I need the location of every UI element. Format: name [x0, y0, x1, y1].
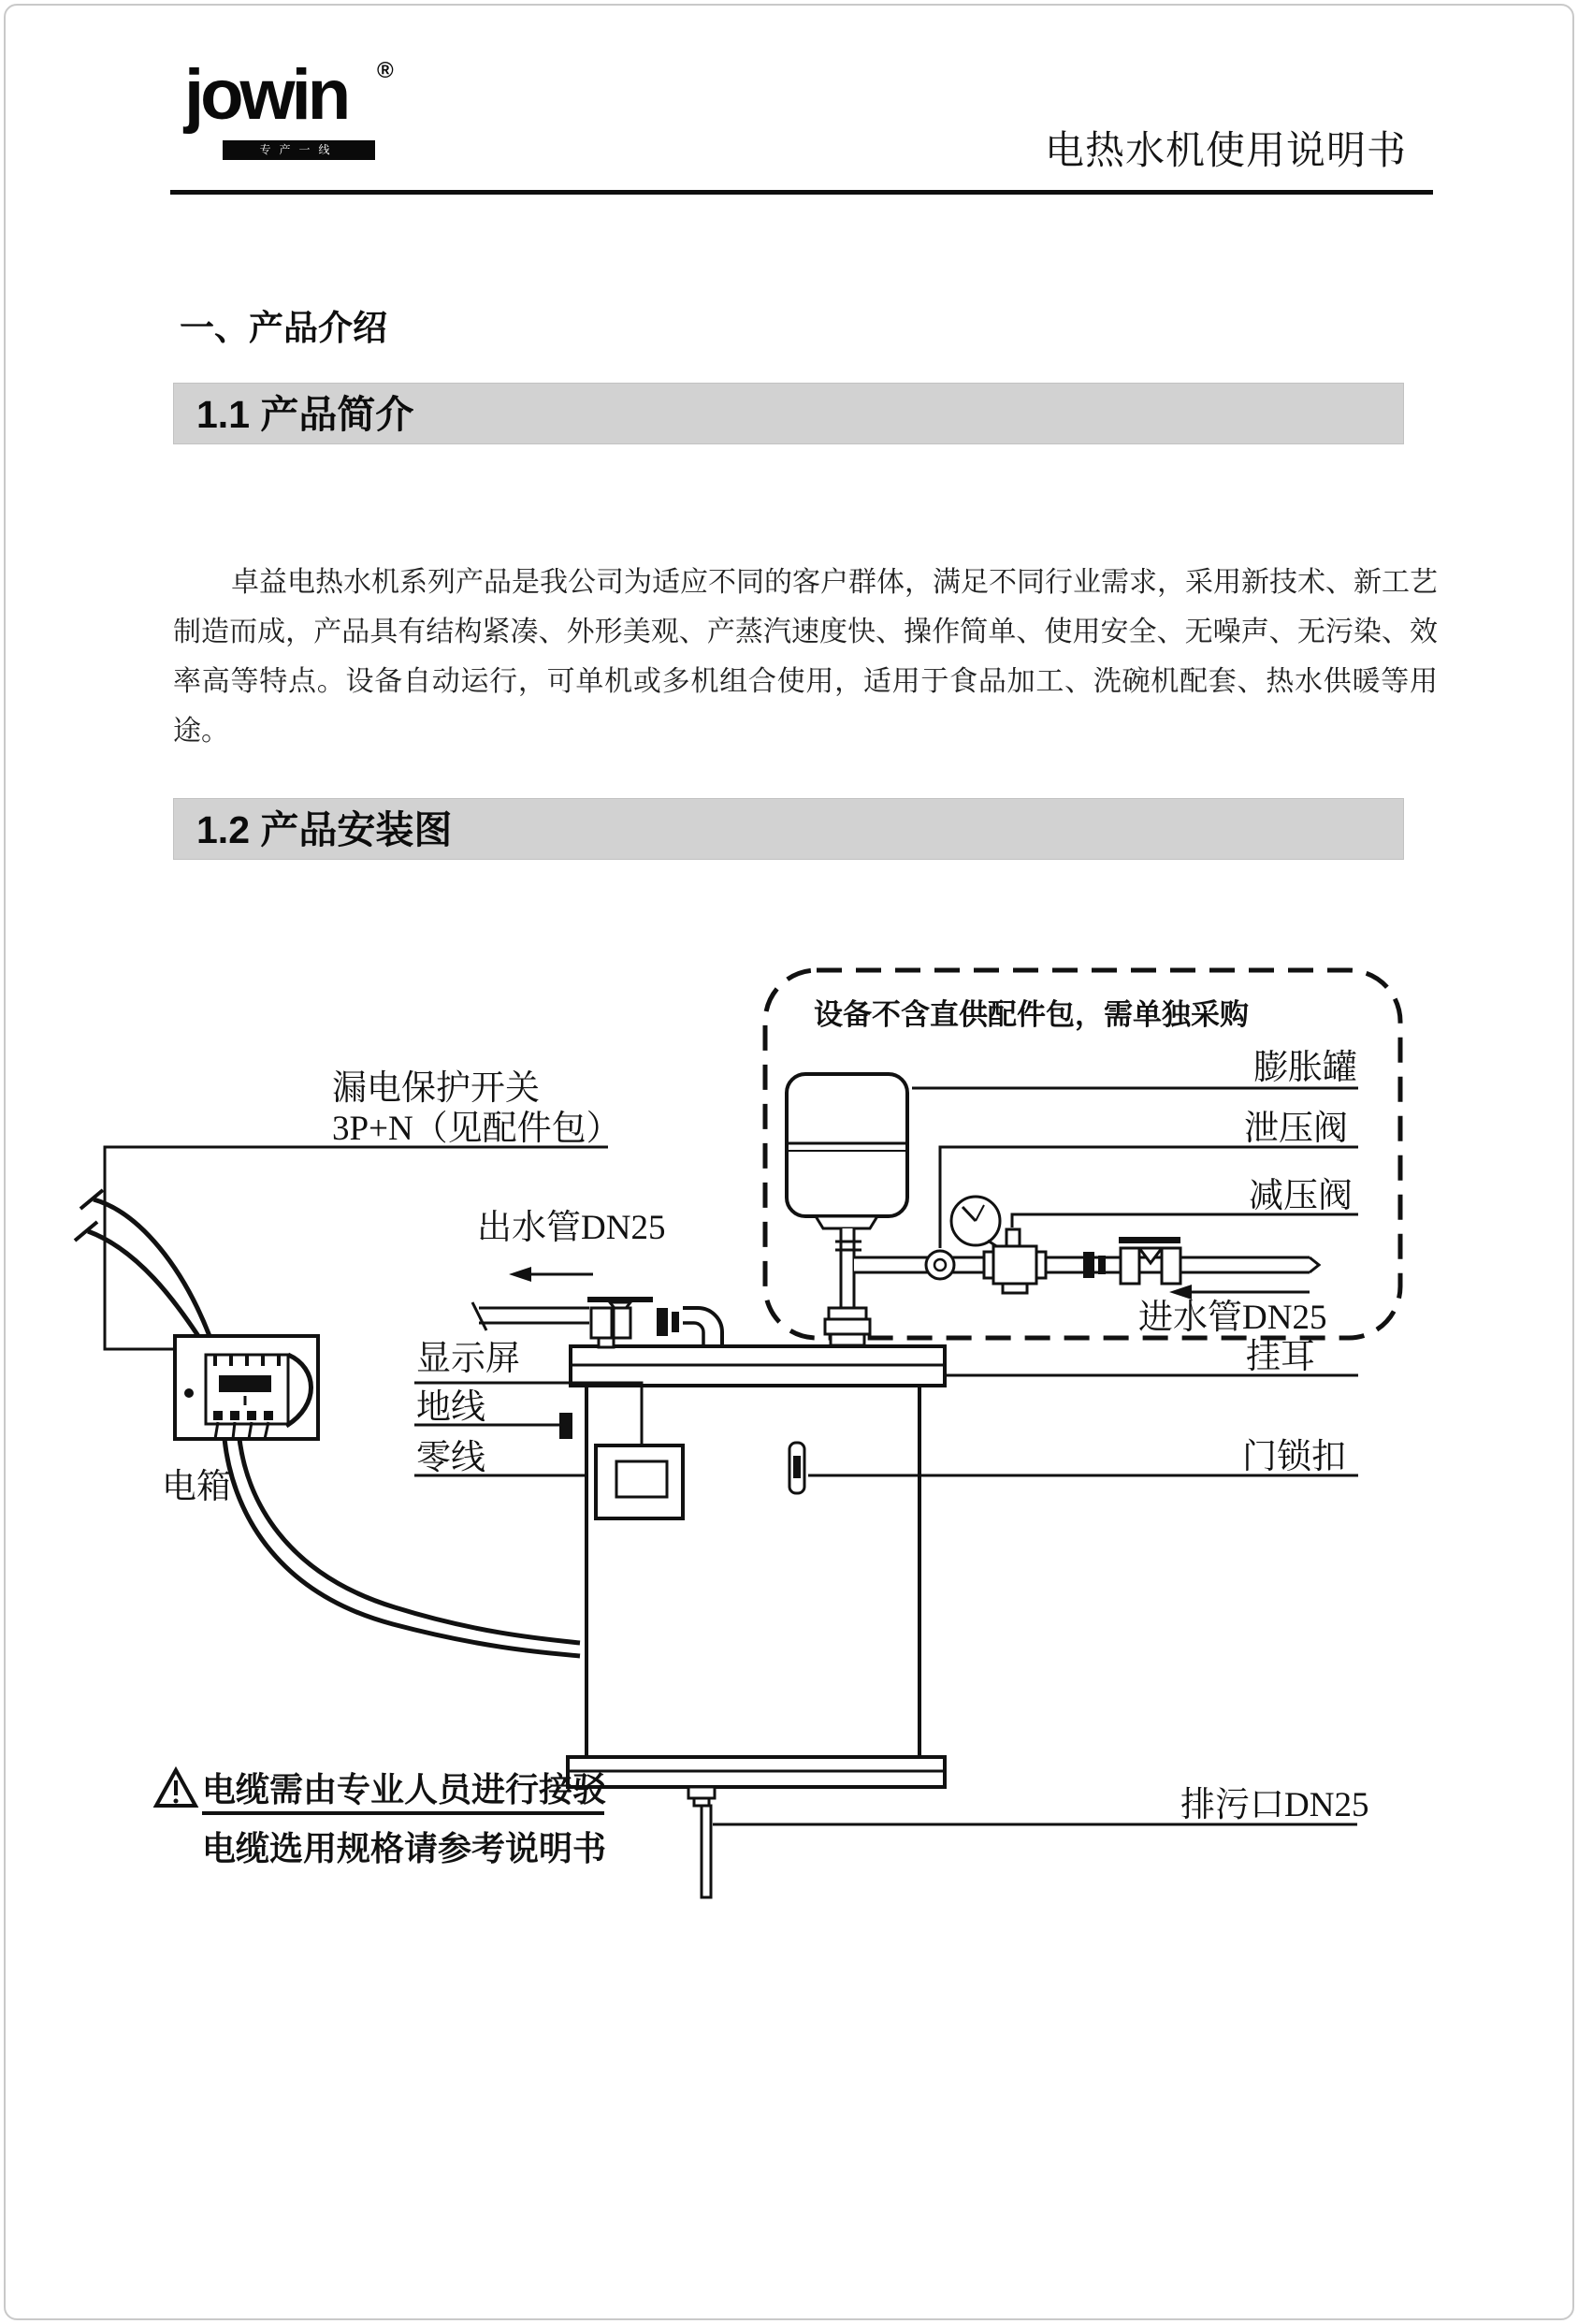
label-drain-outlet: 排污口DN25 [1180, 1786, 1369, 1824]
subsection-banner-1-1: 1.1 产品简介 [173, 383, 1404, 444]
inlet-flow-arrow-icon [1169, 1285, 1310, 1300]
heater-body [586, 1386, 919, 1757]
outlet-pipe-assembly [472, 1267, 722, 1347]
label-hanging-ear: 挂耳 [1246, 1338, 1315, 1376]
pipe-union-icon [1083, 1252, 1094, 1278]
header-rule [170, 190, 1433, 195]
warning-triangle-icon [156, 1770, 195, 1806]
label-display-screen: 显示屏 [416, 1340, 520, 1378]
label-ground-wire: 地线 [416, 1388, 485, 1427]
expansion-tank [787, 1074, 907, 1345]
label-reducing-valve: 减压阀 [1249, 1177, 1353, 1215]
label-relief-valve: 泄压阀 [1244, 1110, 1348, 1148]
wires [75, 1190, 580, 1656]
door-lock [789, 1443, 804, 1493]
label-leakage-switch-spec: 3P+N（见配件包） [332, 1110, 621, 1148]
screw-icon [184, 1388, 194, 1398]
document-title: 电热水机使用说明书 [1044, 128, 1407, 172]
accessory-box-title: 设备不含直供配件包，需单独采购 [814, 998, 1249, 1031]
warning-underline [202, 1811, 604, 1815]
warning-note [156, 1770, 606, 1867]
section-heading: 一、产品介绍 [180, 309, 387, 347]
reducing-valve-symbol [951, 1197, 1046, 1293]
heater-unit [559, 1346, 945, 1897]
inlet-ball-valve-symbol [1119, 1237, 1180, 1284]
warning-line-1: 电缆需由专业人员进行接驳 [202, 1771, 607, 1808]
label-neutral-wire: 零线 [416, 1439, 485, 1477]
warning-line-2: 电缆选用规格请参考说明书 [202, 1830, 607, 1867]
label-electric-box: 电箱 [162, 1468, 231, 1506]
label-outlet-pipe: 出水管DN25 [477, 1209, 666, 1247]
drain-outlet-pipe [688, 1787, 715, 1897]
label-inlet-pipe: 进水管DN25 [1138, 1299, 1327, 1337]
label-leakage-switch: 漏电保护开关 [332, 1069, 540, 1108]
brand-tagline: 专产一线 [223, 140, 375, 160]
label-door-lock: 门锁扣 [1242, 1438, 1346, 1476]
intro-paragraph: 卓益电热水机系列产品是我公司为适应不同的客户群体，满足不同行业需求，采用新技术、新工艺制造而成，产品具有结构紧凑、外形美观、产蒸汽速度快、操作简单、使用安全、无噪声、无污染、效率高等特点。设备自动运行，可单机或多机组合使用，适用于食品加工、洗碗机配套、热水供暖等用途。 [173, 567, 1438, 747]
outlet-flow-arrow-icon [509, 1267, 593, 1282]
brand-logo [184, 55, 409, 186]
subsection-banner-1-2: 1.2 产品安装图 [173, 798, 1404, 860]
installation-diagram [0, 964, 1578, 1909]
pipe-break-icon [1310, 1257, 1319, 1272]
registered-trademark-icon: ® [377, 58, 394, 83]
label-expansion-tank: 膨胀罐 [1253, 1049, 1357, 1087]
brand-logo-word: jowin [184, 55, 348, 135]
electric-box [75, 1190, 580, 1656]
